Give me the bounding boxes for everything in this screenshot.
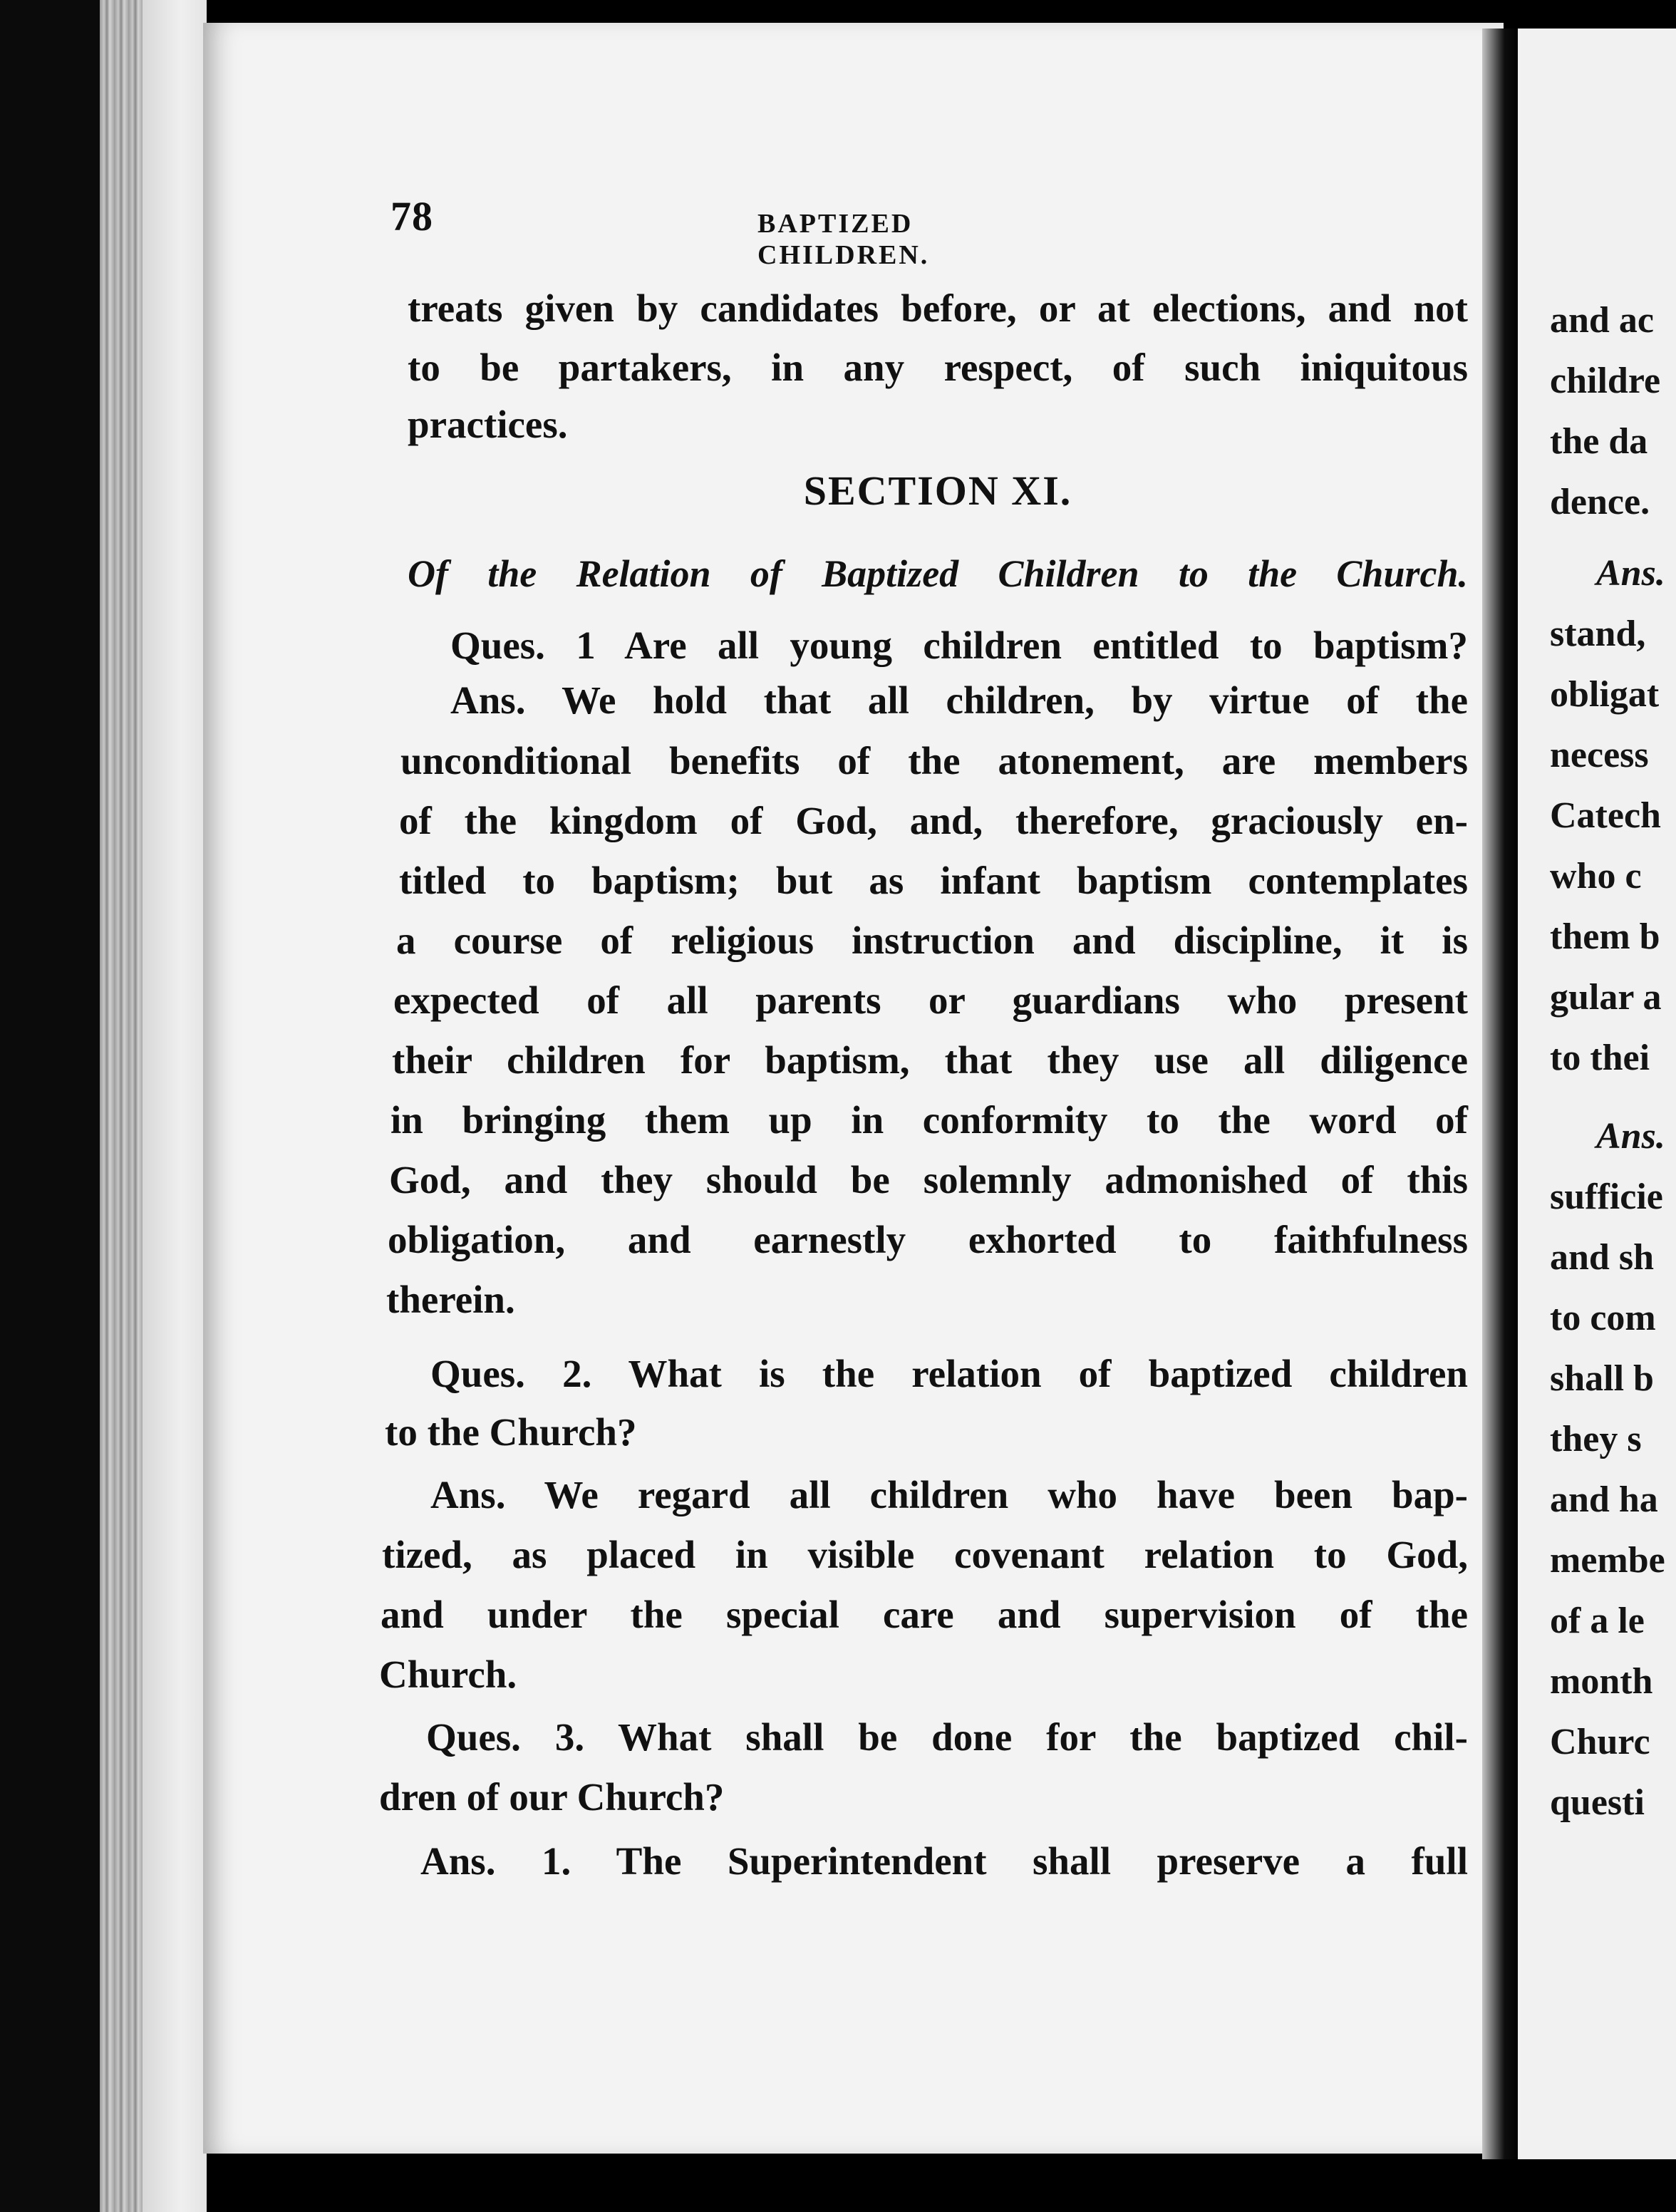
text-line: titled to baptism; but as infant baptism contemplates bbox=[399, 859, 1468, 902]
next-page-line: Ans. bbox=[1596, 553, 1665, 594]
book-spine-shadow bbox=[0, 0, 100, 2212]
text-line: to be partakers, in any respect, of such iniquitous bbox=[408, 346, 1468, 389]
next-page-line: and sh bbox=[1550, 1237, 1654, 1278]
next-page-line: membe bbox=[1550, 1540, 1665, 1581]
page-edge-light bbox=[143, 0, 207, 2212]
next-page-line: sufficie bbox=[1550, 1177, 1663, 1217]
text-line: treats given by candidates before, or at elections, and not bbox=[408, 286, 1468, 330]
next-page-line: gular a bbox=[1550, 977, 1662, 1018]
next-page-line: the da bbox=[1550, 421, 1648, 462]
text-line: Church. bbox=[379, 1653, 517, 1696]
text-line: in bringing them up in conformity to the word of bbox=[390, 1098, 1468, 1142]
next-page-line: month bbox=[1550, 1661, 1653, 1702]
next-page-line: them b bbox=[1550, 916, 1660, 957]
next-page-line: and ac bbox=[1550, 300, 1654, 341]
next-page-line: and ha bbox=[1550, 1479, 1658, 1520]
next-page-line: who c bbox=[1550, 856, 1642, 896]
next-page-line: necess bbox=[1550, 735, 1649, 775]
next-page-line: obligat bbox=[1550, 674, 1660, 715]
answer-line: Ans. 1. The Superintendent shall preserve a full bbox=[420, 1839, 1468, 1883]
answer-line: Ans. We regard all children who have been bap- bbox=[430, 1473, 1468, 1516]
right-page-fragment bbox=[1518, 29, 1676, 2159]
running-title: BAPTIZED CHILDREN. bbox=[757, 209, 930, 270]
question-line: Ques. 1 Are all young children entitled to baptism? bbox=[450, 624, 1468, 667]
question-line: Ques. 2. What is the relation of baptized children bbox=[430, 1352, 1468, 1395]
next-page-line: to thei bbox=[1550, 1038, 1650, 1078]
text-line: unconditional benefits of the atonement, are members bbox=[400, 739, 1468, 782]
text-line: of the kingdom of God, and, therefore, graciously en- bbox=[399, 799, 1468, 842]
section-subheading: Of the Relation of Baptized Children to the Church. bbox=[408, 552, 1468, 595]
text-line: to the Church? bbox=[385, 1410, 637, 1454]
next-page-line: questi bbox=[1550, 1782, 1645, 1823]
next-page-line: childre bbox=[1550, 361, 1661, 401]
text-line: dren of our Church? bbox=[379, 1775, 725, 1819]
next-page-line: shall b bbox=[1550, 1358, 1654, 1399]
text-line: and under the special care and supervision of the bbox=[381, 1593, 1468, 1636]
book-gutter bbox=[1482, 29, 1519, 2159]
text-line: obligation, and earnestly exhorted to faithfulness bbox=[388, 1218, 1468, 1261]
next-page-line: to com bbox=[1550, 1298, 1656, 1338]
text-line: expected of all parents or guardians who present bbox=[393, 978, 1468, 1022]
question-line: Ques. 3. What shall be done for the baptized chil- bbox=[426, 1715, 1468, 1759]
text-line: therein. bbox=[386, 1278, 515, 1321]
text-line: a course of religious instruction and discipline, it is bbox=[396, 919, 1468, 962]
next-page-line: of a le bbox=[1550, 1601, 1645, 1641]
answer-line: Ans. We hold that all children, by virtue of the bbox=[450, 678, 1468, 722]
left-page bbox=[203, 23, 1504, 2154]
text-line: tized, as placed in visible covenant relation to God, bbox=[382, 1533, 1468, 1576]
next-page-line: Churc bbox=[1550, 1722, 1650, 1762]
text-line: God, and they should be solemnly admonished of this bbox=[389, 1158, 1468, 1201]
section-heading: SECTION XI. bbox=[803, 467, 1072, 514]
next-page-line: Ans. bbox=[1596, 1116, 1665, 1157]
text-line: practices. bbox=[408, 403, 568, 446]
next-page-line: stand, bbox=[1550, 614, 1646, 654]
text-line: their children for baptism, that they use all diligence bbox=[392, 1038, 1468, 1082]
next-page-line: Catech bbox=[1550, 795, 1661, 836]
page-number: 78 bbox=[390, 193, 433, 239]
next-page-line: they s bbox=[1550, 1419, 1642, 1459]
next-page-line: dence. bbox=[1550, 482, 1650, 522]
